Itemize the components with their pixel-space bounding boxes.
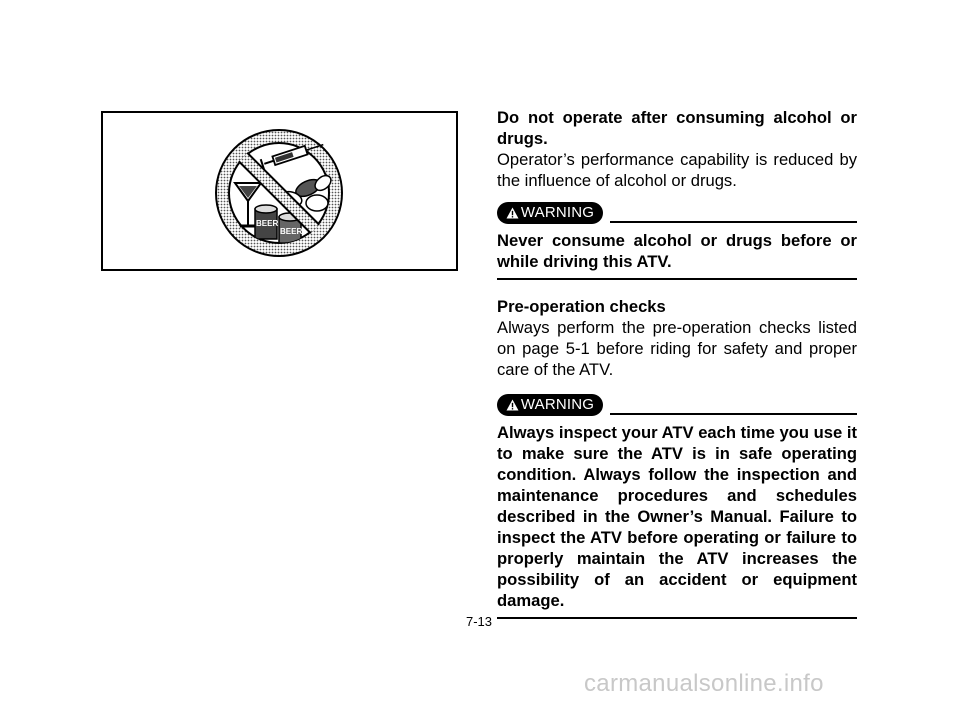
warning2-rule bbox=[610, 413, 857, 415]
warning1-header bbox=[497, 202, 857, 226]
can-label-2: BEER bbox=[280, 227, 303, 236]
warning-triangle-icon bbox=[506, 399, 519, 411]
warning2-badge bbox=[497, 394, 603, 416]
content-column bbox=[497, 107, 857, 619]
warning2-label: WARNING bbox=[520, 396, 595, 413]
page-number: 7-13 bbox=[466, 614, 493, 629]
section2-body: Always perform the pre-operation checks listed on page 5-1 before riding for safety and proper care of the ATV. bbox=[497, 318, 857, 379]
warning2-text: Always inspect your ATV each time you use it to make sure the ATV is in safe operating condition. Always follow the inspection and maintenance procedures and schedules described in the Owner’s Manual. Failure to inspect the ATV before operating or failure to properly maintain the ATV increases the possibility of an accident or equipment damage. bbox=[497, 423, 857, 610]
warning2-end-rule bbox=[497, 617, 857, 619]
section1-heading: Do not operate after consuming alcohol or drugs. bbox=[497, 108, 857, 148]
warning1-text: Never consume alcohol or drugs before or while driving this ATV. bbox=[497, 231, 857, 271]
section1-body: Operator’s performance capability is reduced by the influence of alcohol or drugs. bbox=[497, 150, 857, 190]
warning1-badge bbox=[497, 202, 603, 224]
warning1-label: WARNING bbox=[520, 204, 595, 221]
can-label-1: BEER bbox=[256, 219, 279, 228]
watermark: carmanualsonline.info bbox=[584, 670, 824, 697]
warning2-header bbox=[497, 394, 857, 418]
prohibition-sign-icon bbox=[103, 113, 456, 269]
warning-triangle-icon bbox=[506, 207, 519, 219]
warning1-rule bbox=[610, 221, 857, 223]
section2-heading: Pre-operation checks bbox=[497, 297, 666, 316]
no-alcohol-drugs-illustration bbox=[101, 111, 458, 271]
